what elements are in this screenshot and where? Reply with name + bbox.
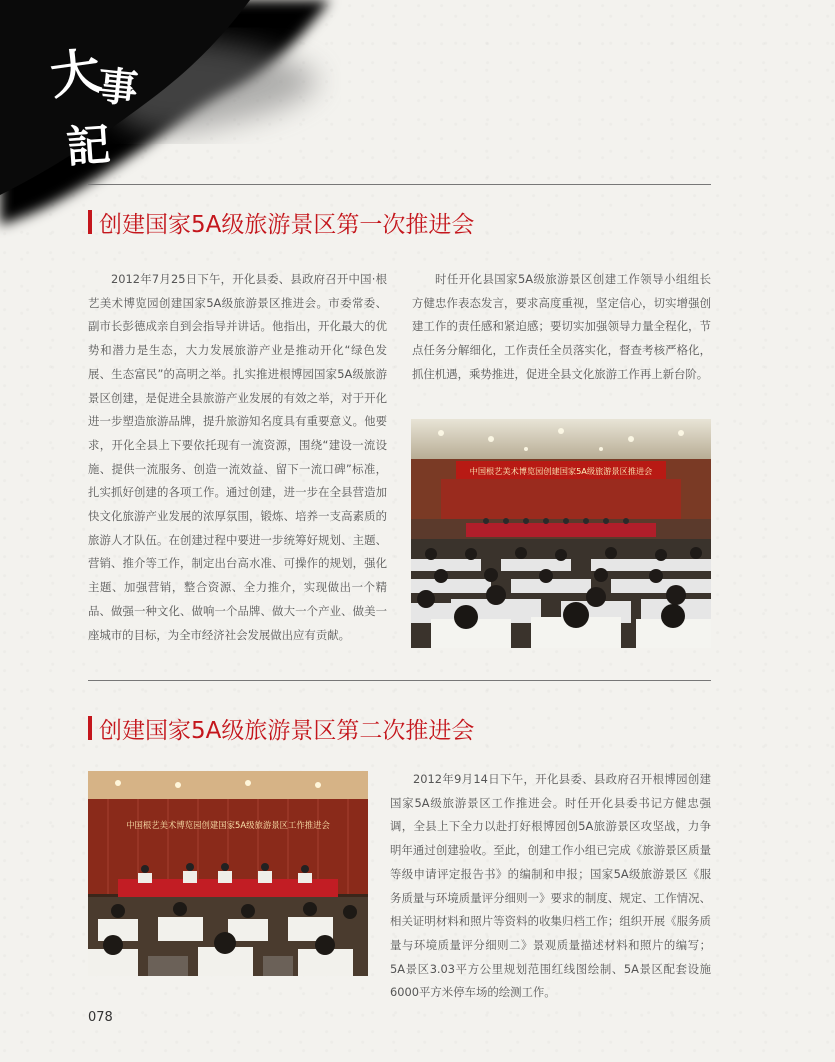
- page-number: 078: [88, 1010, 113, 1025]
- title-accent-bar: [88, 210, 92, 234]
- masthead-char: 大: [46, 40, 105, 107]
- meeting-photo-2: [88, 771, 368, 976]
- section-divider: [88, 184, 711, 185]
- masthead-calligraphy: [46, 34, 158, 174]
- masthead-char: 記: [64, 119, 113, 174]
- meeting-photo-1: [411, 419, 711, 648]
- section-2-paragraph-1: 2012年9月14日下午，开化县委、县政府召开根博园创建国家5A级旅游景区工作推进会。时任开化县委书记方健忠强调，全县上下全力以赴打好根博园创5A旅游景区攻坚战，力争明年通过创建验收。至此，创建工作小组已完成《旅游景区质量等级申请评定报告书》的编制和申报；国家5A级旅游景区《服务质量与环境质量评分细则一》要求的制度、规定、工作情况、相关证明材料和照片等资料的收集归档工作；组织开展《服务质量与环境质量评分细则二》景观质量描述材料和照片的编写；5A景区3.03平方公里规划范围红线图绘制、5A景区配套设施6000平方米停车场的绘测工作。: [390, 772, 711, 1000]
- masthead-char: 事: [95, 62, 141, 113]
- photo-2-banner: 中国根艺美术博览园创建国家5A级旅游景区工作推进会: [126, 820, 330, 830]
- section-1-paragraph-2: 时任开化县国家5A级旅游景区创建工作领导小组组长方健忠作表态发言，要求高度重视，坚定信心，切实增强创建工作的责任感和紧迫感；要切实加强领导力量全程化，节点任务分解细化，工作责任全员落实化，督查考核严格化，抓住机遇，乘势推进，促进全县文化旅游工作再上新台阶。: [412, 272, 711, 381]
- title-accent-bar: [88, 716, 92, 740]
- section-2-title-text: 创建国家5A级旅游景区第二次推进会: [99, 717, 475, 744]
- section-2-title: [88, 713, 474, 743]
- section-1-title: [88, 207, 474, 237]
- section-1-paragraph-1: 2012年7月25日下午，开化县委、县政府召开中国·根艺美术博览园创建国家5A级旅游景区推进会。市委常委、副市长彭德成亲自到会指导并讲话。他指出，开化最大的优势和潜力是生态，大力发展旅游产业是推动开化“绿色发展、生态富民”的高明之举。扎实推进根博园国家5A级旅游景区创建，是促进全县旅游产业发展的有效之举，对于开化进一步塑造旅游品牌，提升旅游知名度具有重要意义。他要求，开化全县上下要依托现有一流资源，围绕“建设一流设施、提供一流服务、创造一流效益、留下一流口碑”标准，扎实抓好创建的各项工作。通过创建，进一步在全县营造加快文化旅游产业发展的浓厚氛围，锻炼、培养一支高素质的旅游人才队伍。在创建过程中要进一步统筹好规划、主题、营销、推介等工作，制定出台高水准、可操作的规划，强化主题、加强营销，整合资源、全力推介，实现做出一个精品、做强一种文化、做响一个品牌、做大一个产业、做美一座城市的目标，为全市经济社会发展做出应有贡献。: [88, 272, 387, 642]
- section-1-title-text: 创建国家5A级旅游景区第一次推进会: [99, 211, 475, 238]
- photo-1-banner: 中国根艺美术博览园创建国家5A级旅游景区推进会: [469, 466, 653, 476]
- section-divider: [88, 680, 711, 681]
